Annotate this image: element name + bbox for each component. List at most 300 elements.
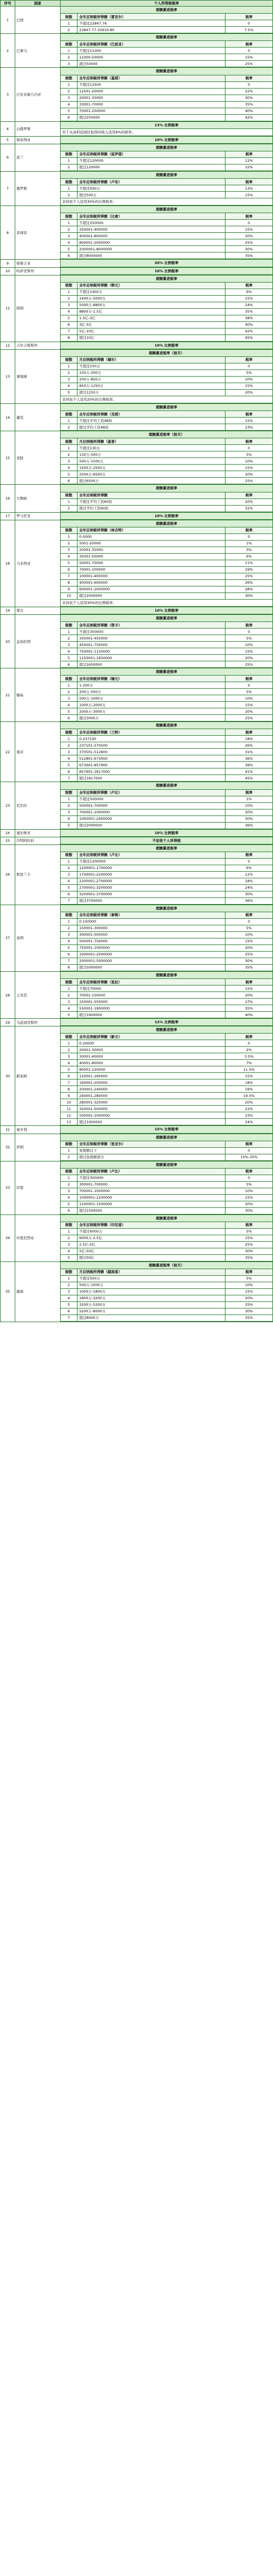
bracket-range: 超过1817000: [78, 775, 225, 782]
rate-banner: 10% 比例税率: [61, 607, 272, 614]
row-number: 26: [1, 844, 15, 905]
bracket-rate: 30%: [225, 592, 273, 599]
bracket-rate: 税率: [225, 14, 273, 20]
bracket-range: 150001-550000: [78, 999, 225, 1005]
row-number: 11: [1, 275, 15, 342]
bracket-range: 240001-280000: [78, 1093, 225, 1099]
bracket-row: [61, 985, 272, 992]
rate-content: [61, 844, 273, 905]
bracket-rate: 税率: [225, 357, 273, 363]
row-number: 7: [1, 172, 15, 206]
bracket-row: [61, 1147, 272, 1154]
bracket-row: [61, 27, 272, 33]
bracket-rate: 税率: [225, 213, 273, 220]
bracket-header: [61, 790, 272, 796]
bracket-rate: 15%: [225, 1235, 273, 1241]
bracket-rate: 36%: [225, 755, 273, 762]
bracket-range: 1200001-1700000: [78, 865, 225, 871]
bracket-range: 2700001-3200000: [78, 884, 225, 891]
bracket-rate: 税率: [225, 1169, 273, 1175]
bracket-level: 4: [61, 101, 78, 108]
bracket-rate: 19%: [225, 1086, 273, 1093]
bracket-range: 80001-120000: [78, 1066, 225, 1073]
rate-note: 非居民个人适用30%的比例税率。: [61, 600, 272, 607]
bracket-level: 级数: [61, 527, 78, 534]
bracket-header: [61, 14, 272, 20]
country-name: 越南: [15, 1261, 61, 1322]
bracket-rate: 38%: [225, 315, 273, 321]
bracket-range: 1000万-1800万: [78, 1289, 225, 1295]
bracket-rate: 1%: [225, 540, 273, 547]
bracket-rate: 6%: [225, 865, 273, 871]
bracket-rate: 25%: [225, 1241, 273, 1248]
bracket-table: [61, 357, 272, 396]
rate-banner: 10% 比例税率: [61, 137, 272, 144]
bracket-row: [61, 1047, 272, 1053]
rate-banner: 超额累进税率（按月）: [61, 350, 272, 357]
bracket-row: [61, 302, 272, 308]
row-number: 12: [1, 342, 15, 349]
bracket-range: 不超过22847.76: [78, 20, 225, 27]
bracket-level: 5: [61, 108, 78, 114]
rate-content: [61, 607, 273, 614]
bracket-table: [61, 411, 272, 431]
bracket-row: [61, 377, 272, 383]
bracket-row: [61, 796, 272, 802]
bracket-range: 不超过500000: [78, 796, 225, 802]
bracket-rate: 35%: [225, 253, 273, 259]
country-row: [1, 260, 273, 267]
bracket-range: 超过3000万: [78, 715, 225, 721]
bracket-rate: 3.5%: [225, 1053, 273, 1060]
bracket-row: [61, 742, 272, 749]
bracket-range: 不超过150万: [78, 363, 225, 370]
bracket-rate: 15%: [225, 702, 273, 708]
country-name: 巴拿马: [15, 34, 61, 68]
bracket-range: 5001-20000: [78, 540, 225, 547]
bracket-level: 5: [61, 945, 78, 952]
rate-banner: 超额累进税率: [61, 404, 272, 411]
bracket-range: 600001-2000000: [78, 586, 225, 592]
bracket-row: [61, 328, 272, 335]
bracket-range: 6000万-2.5亿: [78, 1235, 225, 1241]
bracket-level: 1: [61, 418, 78, 424]
bracket-range: 500万-1500万: [78, 458, 225, 465]
bracket-rate: 30%: [225, 891, 273, 897]
bracket-rate: 20%: [225, 1099, 273, 1106]
bracket-range: 1700001-2200000: [78, 871, 225, 878]
bracket-level: 11: [61, 1106, 78, 1112]
bracket-range: 0-237100: [78, 736, 225, 742]
bracket-rate: 10%: [225, 1282, 273, 1289]
country-row: [1, 144, 273, 171]
bracket-rate: 税率: [225, 852, 273, 859]
rate-banner: 超额累进税率: [61, 520, 272, 527]
bracket-range: 130万-500万: [78, 451, 225, 458]
bracket-level: 1: [61, 48, 78, 54]
bracket-range: 30001-40000: [78, 1053, 225, 1060]
bracket-level: 3: [61, 1053, 78, 1060]
header-content: 个人所得税税率: [61, 1, 273, 7]
bracket-row: [61, 932, 272, 938]
bracket-level: 级数: [61, 852, 78, 859]
bracket-level: 7: [61, 1079, 78, 1086]
row-number: 6: [1, 144, 15, 171]
bracket-row: [61, 822, 272, 829]
country-name: 白俄罗斯: [15, 121, 61, 136]
bracket-row: [61, 295, 272, 302]
bracket-rate: 5%: [225, 1276, 273, 1282]
row-number: 17: [1, 512, 15, 520]
country-row: [1, 1161, 273, 1214]
bracket-rate: 15%: [225, 648, 273, 655]
bracket-range: 300001-500000: [78, 932, 225, 938]
bracket-rate: 税率: [225, 492, 273, 499]
bracket-row: [61, 642, 272, 648]
country-name: 印度尼西亚: [15, 1214, 61, 1261]
row-number: 20: [1, 615, 15, 668]
bracket-range: 超过10亿: [78, 335, 225, 341]
bracket-range: 超过1650000: [78, 661, 225, 668]
bracket-level: 7: [61, 573, 78, 579]
bracket-row: [61, 579, 272, 586]
bracket-level: 2: [61, 635, 78, 642]
bracket-row: [61, 965, 272, 971]
country-row: [1, 136, 273, 144]
bracket-level: 13: [61, 1119, 78, 1125]
bracket-rate: 税率: [225, 676, 273, 682]
rate-banner: 超额累进税率: [61, 144, 272, 151]
bracket-table: [61, 622, 272, 668]
bracket-rate: 税率: [225, 527, 273, 534]
bracket-range: 250001-400000: [78, 226, 225, 233]
bracket-level: 级数: [61, 790, 78, 796]
bracket-range: 120001-160000: [78, 1073, 225, 1079]
rate-content: [61, 829, 273, 837]
bracket-header: [61, 1222, 272, 1229]
bracket-rate: 0: [225, 629, 273, 635]
rate-banner: 10% 比例税率: [61, 513, 272, 520]
bracket-table: [61, 979, 272, 1018]
bracket-range: 超过1500000: [78, 1207, 225, 1214]
bracket-level: 级数: [61, 622, 78, 629]
country-name: 塞尔维亚: [15, 829, 61, 837]
bracket-table: [61, 1169, 272, 1214]
bracket-header: [61, 979, 272, 985]
bracket-rate: 20%: [225, 471, 273, 478]
bracket-level: 4: [61, 702, 78, 708]
bracket-header: [61, 213, 272, 220]
rate-content: [61, 1261, 273, 1322]
rate-content: [61, 905, 273, 971]
bracket-range: 2200001-2700000: [78, 878, 225, 884]
bracket-range: 全年应纳税所得额（卢比）: [78, 852, 225, 859]
bracket-range: 673001-857900: [78, 762, 225, 768]
bracket-table: [61, 1034, 272, 1125]
row-number: 31: [1, 1126, 15, 1134]
bracket-rate: 7.5%: [225, 27, 273, 33]
table-header-row: [1, 1, 273, 7]
bracket-rate: 20%: [225, 233, 273, 239]
bracket-rate: 5%: [225, 1228, 273, 1235]
bracket-range: 3200001-3700000: [78, 891, 225, 897]
bracket-rate: 12%: [225, 158, 273, 165]
bracket-rate: 20%: [225, 1295, 273, 1302]
bracket-row: [61, 897, 272, 904]
bracket-rate: 0: [225, 363, 273, 370]
row-number: 5: [1, 136, 15, 144]
bracket-range: 200万-500万: [78, 689, 225, 695]
bracket-header: [61, 729, 272, 736]
bracket-rate: 6%: [225, 289, 273, 295]
bracket-range: 200万-850万: [78, 377, 225, 383]
bracket-range: 22847.77-33919.80: [78, 27, 225, 33]
country-row: [1, 1126, 273, 1134]
bracket-level: 4: [61, 648, 78, 655]
bracket-header: [61, 1141, 272, 1148]
bracket-range: 512801-673000: [78, 755, 225, 762]
country-name: 乌兹别克斯坦: [15, 1019, 61, 1026]
bracket-level: 1: [61, 1040, 78, 1047]
rate-content: [61, 144, 273, 171]
bracket-row: [61, 498, 272, 505]
bracket-level: 9: [61, 586, 78, 592]
bracket-range: 超过1900000: [78, 1012, 225, 1018]
bracket-level: 4: [61, 239, 78, 246]
bracket-row: [61, 1175, 272, 1181]
bracket-rate: 税率: [225, 75, 273, 82]
row-number: 27: [1, 905, 15, 971]
bracket-range: 350001-450000: [78, 635, 225, 642]
bracket-rate: 11.5%: [225, 1066, 273, 1073]
bracket-range: 全年应纳税所得额（兰特）: [78, 729, 225, 736]
bracket-header: [61, 912, 272, 919]
bracket-level: 2: [61, 1154, 78, 1160]
rate-banner: 超额累进税率: [61, 1161, 272, 1169]
bracket-header: [61, 438, 272, 445]
bracket-level: 8: [61, 579, 78, 586]
rate-note: 非居民个人适用30%的比例税率。: [61, 198, 272, 206]
bracket-row: [61, 661, 272, 668]
bracket-table: [61, 179, 272, 198]
bracket-range: 不超过130万: [78, 445, 225, 451]
bracket-range: 全年应纳税所得额（印尼盾）: [78, 1222, 225, 1229]
bracket-header: [61, 1034, 272, 1040]
bracket-row: [61, 945, 272, 952]
bracket-level: 级数: [61, 283, 78, 289]
bracket-level: 7: [61, 775, 78, 782]
bracket-rate: 20%: [225, 1201, 273, 1207]
bracket-rate: 25%: [225, 952, 273, 958]
bracket-level: 1: [61, 20, 78, 27]
bracket-row: [61, 775, 272, 782]
bracket-range: 全年应纳税所得额（林吉特）: [78, 527, 225, 534]
bracket-table: [61, 1222, 272, 1261]
bracket-rate: 0: [225, 533, 273, 540]
bracket-rate: 20%: [225, 390, 273, 396]
bracket-range: 全年应纳税所得额（比索）: [78, 213, 225, 220]
bracket-row: [61, 938, 272, 945]
bracket-range: 不超过500万: [78, 1276, 225, 1282]
bracket-rate: 税率: [225, 41, 273, 48]
bracket-rate: 15%: [225, 295, 273, 302]
rate-content: [61, 34, 273, 68]
country-name: 俄罗斯: [15, 172, 61, 206]
bracket-range: 超过50000: [78, 61, 225, 67]
bracket-rate: 36%: [225, 822, 273, 829]
bracket-level: 8: [61, 335, 78, 341]
bracket-level: 4: [61, 1060, 78, 1066]
bracket-rate: 35%: [225, 1254, 273, 1261]
bracket-rate: 0: [225, 81, 273, 88]
bracket-rate: 税率: [225, 979, 273, 985]
bracket-row: [61, 390, 272, 396]
bracket-level: 2: [61, 54, 78, 61]
bracket-rate: 6%: [225, 553, 273, 560]
country-row: [1, 342, 273, 349]
bracket-level: 2: [61, 226, 78, 233]
bracket-rate: 20%: [225, 498, 273, 505]
bracket-level: 5: [61, 884, 78, 891]
bracket-rate: 18%: [225, 878, 273, 884]
bracket-range: 50001-70000: [78, 560, 225, 566]
bracket-rate: 27%: [225, 999, 273, 1005]
bracket-range: 1200001-1500000: [78, 1201, 225, 1207]
country-row: [1, 668, 273, 722]
rate-banner: 超额累进税率: [61, 615, 272, 622]
bracket-rate: 30%: [225, 95, 273, 101]
bracket-range: 20001-33000: [78, 95, 225, 101]
rate-banner: 超额累进税率: [61, 68, 272, 75]
bracket-range: 超过6500万: [78, 478, 225, 484]
rate-content: [61, 267, 273, 275]
bracket-row: [61, 553, 272, 560]
country-row: [1, 607, 273, 614]
bracket-row: [61, 478, 272, 484]
bracket-range: 2000001-8000000: [78, 246, 225, 253]
row-number: 10: [1, 267, 15, 275]
rate-content: [61, 260, 273, 267]
bracket-range: 超过500万: [78, 192, 225, 198]
bracket-row: [61, 1289, 272, 1295]
bracket-row: [61, 1207, 272, 1214]
bracket-rate: 32%: [225, 505, 273, 512]
bracket-level: 3: [61, 95, 78, 101]
country-row: [1, 485, 273, 512]
bracket-rate: 25%: [225, 61, 273, 67]
bracket-level: 级数: [61, 979, 78, 985]
bracket-level: 1: [61, 1276, 78, 1282]
bracket-range: 8800万-1.5亿: [78, 308, 225, 315]
bracket-range: 40001-80000: [78, 1060, 225, 1066]
bracket-header: [61, 622, 272, 629]
bracket-rate: 15%: [225, 1289, 273, 1295]
bracket-row: [61, 48, 272, 54]
bracket-range: 不超过250000: [78, 220, 225, 226]
bracket-row: [61, 533, 272, 540]
bracket-rate: 0: [225, 682, 273, 689]
rate-banner: 10% 比例税率: [61, 830, 272, 837]
country-row: [1, 172, 273, 206]
bracket-level: 2: [61, 689, 78, 695]
bracket-level: 2: [61, 451, 78, 458]
bracket-rate: 24%: [225, 302, 273, 308]
bracket-rate: 35%: [225, 308, 273, 315]
bracket-level: 1: [61, 629, 78, 635]
bracket-rate: 1%: [225, 796, 273, 802]
rate-content: [61, 349, 273, 403]
bracket-range: 1500万-2500万: [78, 465, 225, 471]
bracket-range: 全年应纳税所得额（泰铢）: [78, 912, 225, 919]
bracket-row: [61, 573, 272, 579]
bracket-rate: 0: [225, 919, 273, 925]
country-row: [1, 905, 273, 971]
bracket-range: 全年应纳税所得额（韩元）: [78, 283, 225, 289]
bracket-row: [61, 1053, 272, 1060]
bracket-level: 6: [61, 1073, 78, 1079]
rate-content: [61, 121, 273, 136]
country-name: 沙特阿拉伯: [15, 837, 61, 844]
bracket-rate: 25%: [225, 715, 273, 721]
bracket-row: [61, 755, 272, 762]
bracket-range: 不超过70000: [78, 985, 225, 992]
rate-banner: 超额累进税率: [61, 722, 272, 729]
bracket-row: [61, 1066, 272, 1073]
rate-banner: 不征收个人所得税: [61, 837, 272, 844]
rate-content: [61, 1134, 273, 1161]
bracket-header: [61, 1169, 272, 1175]
bracket-row: [61, 1106, 272, 1112]
bracket-row: [61, 1302, 272, 1308]
bracket-level: 级数: [61, 179, 78, 185]
bracket-level: 2: [61, 1282, 78, 1289]
bracket-level: 7: [61, 1315, 78, 1322]
bracket-row: [61, 165, 272, 171]
bracket-level: 1: [61, 919, 78, 925]
bracket-rate: 42%: [225, 328, 273, 335]
bracket-rate: 10%: [225, 1188, 273, 1194]
bracket-range: 70001-250000: [78, 108, 225, 114]
bracket-rate: 30%: [225, 815, 273, 822]
bracket-row: [61, 1099, 272, 1106]
bracket-range: 20001-35000: [78, 547, 225, 553]
bracket-level: 2: [61, 424, 78, 431]
bracket-level: 级数: [61, 1269, 78, 1276]
bracket-rate: 10%: [225, 377, 273, 383]
bracket-level: 6: [61, 253, 78, 259]
rate-content: [61, 1161, 273, 1214]
bracket-level: 5: [61, 390, 78, 396]
bracket-table: [61, 14, 272, 33]
rate-banner: 超额累进税率: [61, 1215, 272, 1222]
bracket-level: 6: [61, 566, 78, 573]
bracket-range: 全年应纳税所得额（克朗）: [78, 411, 225, 418]
bracket-range: 1-200万: [78, 682, 225, 689]
rate-content: [61, 68, 273, 121]
bracket-rate: 5%: [225, 925, 273, 932]
bracket-range: 5亿-50亿: [78, 1248, 225, 1254]
bracket-range: 370501-512800: [78, 749, 225, 755]
bracket-level: 3: [61, 809, 78, 815]
bracket-rate: 35%: [225, 1315, 273, 1322]
bracket-row: [61, 635, 272, 642]
country-name: 吉尔吉斯斯坦: [15, 342, 61, 349]
bracket-rate: 19.5%: [225, 1093, 273, 1099]
bracket-row: [61, 1235, 272, 1241]
bracket-level: 3: [61, 1289, 78, 1295]
bracket-row: [61, 1194, 272, 1201]
bracket-level: 级数: [61, 438, 78, 445]
